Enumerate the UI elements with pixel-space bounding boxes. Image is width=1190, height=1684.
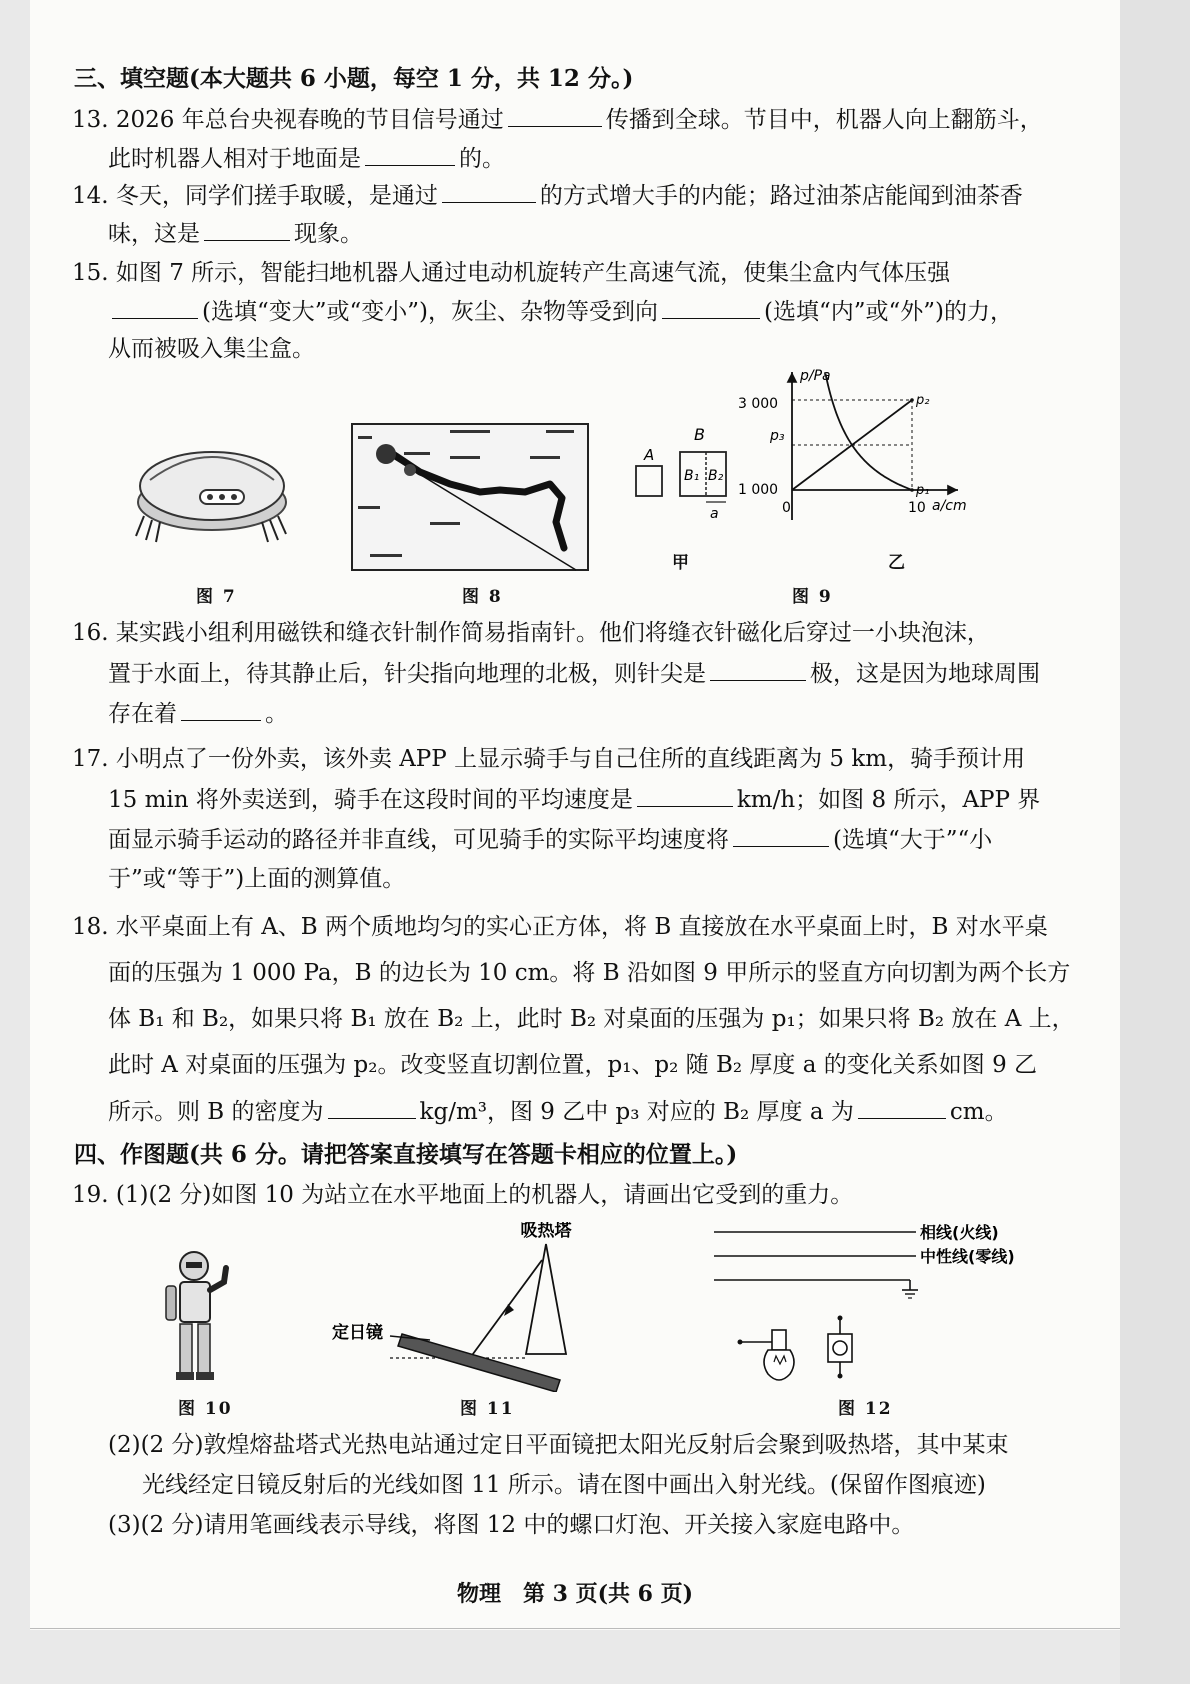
- heliostat-mirror: [398, 1334, 560, 1392]
- exam-page: [30, 0, 1120, 1630]
- x-axis-label: a/cm: [932, 498, 967, 514]
- block-a: [636, 466, 662, 496]
- question-17-line4: 于”或“等于”)上面的测算值。: [108, 866, 406, 892]
- question-13-line2: 此时机器人相对于地面是 的。: [108, 143, 505, 174]
- fig10-caption: 图 10: [178, 1399, 233, 1419]
- page-footer: 物理 第 3 页(共 6 页): [456, 1581, 694, 1607]
- section3-heading: 三、填空题(本大题共 6 小题，每空 1 分，共 12 分。): [74, 65, 634, 92]
- fig10-robot: [160, 1246, 240, 1386]
- answer-blank[interactable]: [181, 698, 261, 721]
- fig7-caption: 图 7: [196, 587, 237, 607]
- answer-blank[interactable]: [662, 296, 760, 319]
- fig7-robot-vacuum: [130, 436, 290, 546]
- question-18-line1: 18. 水平桌面上有 A、B 两个质地均匀的实心正方体，将 B 直接放在水平桌面上时，B 对水平桌: [72, 914, 1048, 940]
- fig8-delivery-map: [350, 422, 590, 572]
- fig8-caption: 图 8: [462, 587, 503, 607]
- fig9a-label: 甲: [672, 553, 691, 573]
- question-18-line4: 此时 A 对桌面的压强为 p₂。改变竖直切割位置，p₁、p₂ 随 B₂ 厚度 a 的变化关系如图 9 乙: [108, 1052, 1038, 1078]
- question-19-part2-line2: 光线经定日镜反射后的光线如图 11 所示。请在图中画出入射光线。(保留作图痕迹): [142, 1472, 986, 1498]
- series-label-p1: p₁: [916, 483, 930, 498]
- question-18-line5: 所示。则 B 的密度为 kg/m³，图 9 乙中 p₃ 对应的 B₂ 厚度 a 为 cm。: [108, 1096, 1008, 1127]
- fig11-caption: 图 11: [460, 1399, 515, 1419]
- heat-tower: [526, 1244, 566, 1354]
- switch-icon[interactable]: [828, 1316, 852, 1379]
- question-13-line1: 13. 2026 年总台央视春晚的节目信号通过 传播到全球。节目中，机器人向上翻筋斗，: [72, 104, 1043, 135]
- answer-blank[interactable]: [508, 104, 602, 127]
- section4-heading: 四、作图题(共 6 分。请把答案直接填写在答题卡相应的位置上。): [74, 1141, 738, 1168]
- neutral-wire-label: 中性线(零线): [920, 1247, 1015, 1266]
- reflected-ray: [470, 1260, 542, 1358]
- question-15-line3: 从而被吸入集尘盒。: [108, 336, 315, 362]
- question-19-part1: 19. (1)(2 分)如图 10 为站立在水平地面上的机器人，请画出它受到的重力。: [72, 1182, 854, 1208]
- y-tick-3000: 3 000: [738, 396, 779, 412]
- question-14-line1: 14. 冬天，同学们搓手取暖，是通过 的方式增大手的内能；路过油茶店能闻到油茶香: [72, 180, 1023, 211]
- x-tick-10: 10: [908, 500, 926, 516]
- answer-blank[interactable]: [710, 658, 806, 681]
- question-17-line1: 17. 小明点了一份外卖，该外卖 APP 上显示骑手与自己住所的直线距离为 5 km，骑手预计用: [72, 746, 1026, 772]
- series-end-point: [910, 488, 914, 492]
- block-b2-label: B₂: [708, 468, 724, 484]
- question-16-line1: 16. 某实践小组利用磁铁和缝衣针制作简易指南针。他们将缝衣针磁化后穿过一小块泡沫，: [72, 620, 990, 646]
- block-a-label: A: [644, 446, 655, 464]
- question-17-line2: 15 min 将外卖送到，骑手在这段时间的平均速度是 km/h；如图 8 所示，APP 界: [108, 784, 1040, 815]
- question-17-line3: 面显示骑手运动的路径并非直线，可见骑手的实际平均速度将 (选填“大于”“小: [108, 824, 992, 855]
- screw-bulb: [738, 1330, 795, 1380]
- question-18-line2: 面的压强为 1 000 Pa，B 的边长为 10 cm。将 B 沿如图 9 甲所示的竖直方向切割为两个长方: [108, 960, 1071, 986]
- tower-label: 吸热塔: [520, 1222, 572, 1241]
- fig9-caption: 图 9: [792, 587, 833, 607]
- thickness-a-label: a: [710, 506, 719, 522]
- series-label-p2: p₂: [916, 393, 930, 408]
- fig12-circuit: [710, 1222, 1040, 1392]
- fig11-heliostat: [330, 1222, 590, 1392]
- y-tick-p3: p₃: [770, 428, 785, 444]
- answer-blank[interactable]: [328, 1096, 416, 1119]
- answer-blank[interactable]: [733, 824, 829, 847]
- answer-blank[interactable]: [442, 180, 536, 203]
- block-b1-label: B₁: [684, 468, 700, 484]
- x-tick-0: 0: [782, 500, 791, 516]
- fig9b-label: 乙: [888, 553, 907, 573]
- question-19-part2-line1: (2)(2 分)敦煌熔盐塔式光热电站通过定日平面镜把太阳光反射后会聚到吸热塔，其中某束: [108, 1432, 1009, 1458]
- question-18-line3: 体 B₁ 和 B₂，如果只将 B₁ 放在 B₂ 上，此时 B₂ 对桌面的压强为 p₁；如果只将 B₂ 放在 A 上，: [108, 1006, 1075, 1032]
- answer-blank[interactable]: [858, 1096, 946, 1119]
- y-axis-label: p/Pa: [800, 368, 831, 384]
- block-b-label: B: [694, 425, 705, 444]
- question-19-part3: (3)(2 分)请用笔画线表示导线，将图 12 中的螺口灯泡、开关接入家庭电路中。: [108, 1512, 915, 1538]
- answer-blank[interactable]: [112, 296, 198, 319]
- answer-blank[interactable]: [365, 143, 455, 166]
- y-tick-1000: 1 000: [738, 482, 779, 498]
- live-wire-label: 相线(火线): [920, 1223, 999, 1242]
- answer-blank[interactable]: [637, 784, 733, 807]
- bottom-rule: [30, 1628, 1120, 1629]
- fig9b-pressure-chart: [730, 360, 970, 540]
- mirror-label: 定日镜: [332, 1323, 383, 1343]
- question-16-line2: 置于水面上，待其静止后，针尖指向地理的北极，则针尖是 极，这是因为地球周围: [108, 658, 1040, 689]
- question-15-line2: (选填“变大”或“变小”)，灰尘、杂物等受到向 (选填“内”或“外”)的力，: [108, 296, 1013, 327]
- answer-blank[interactable]: [204, 218, 290, 241]
- page-margin-strip: [1120, 0, 1190, 1684]
- question-15-line1: 15. 如图 7 所示，智能扫地机器人通过电动机旋转产生高速气流，使集尘盒内气体压强: [72, 260, 951, 286]
- question-16-line3: 存在着 。: [108, 698, 288, 729]
- fig12-caption: 图 12: [838, 1399, 893, 1419]
- series-end-point: [910, 398, 914, 402]
- question-14-line2: 味，这是 现象。: [108, 218, 363, 249]
